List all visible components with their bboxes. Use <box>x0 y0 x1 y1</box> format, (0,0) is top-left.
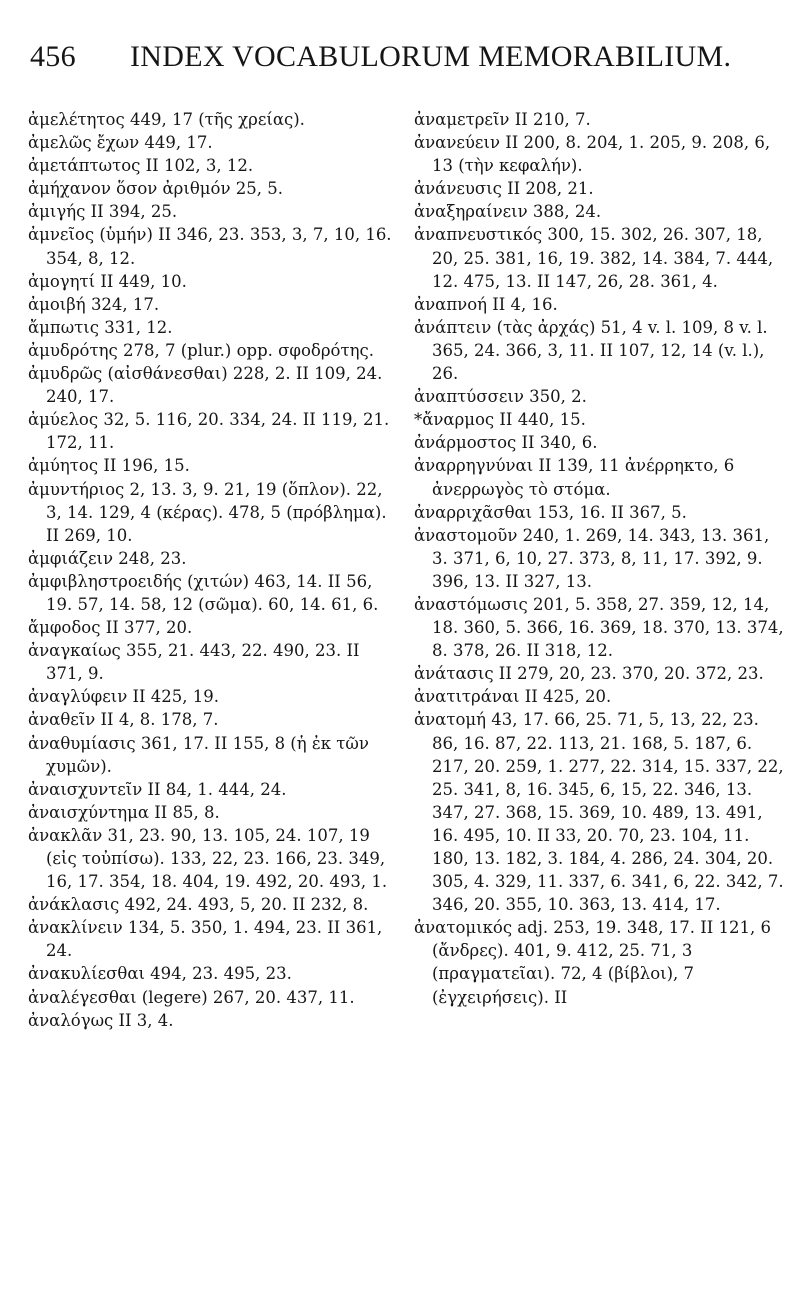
index-entry: ἀναξηραίνειν 388, 24. <box>414 202 602 222</box>
index-entry: ἀναλόγως II 3, 4. <box>28 1010 174 1030</box>
index-entry: ἀμοιβή 324, 17. <box>28 294 160 314</box>
index-entry: ἀνακυλίεσθαι 494, 23. 495, 23. <box>28 964 292 984</box>
index-entry: ἀμφιάζειν 248, 23. <box>28 548 187 568</box>
index-entry: ἀμύητος II 196, 15. <box>28 456 190 476</box>
index-entry: ἀναπνευστικός 300, 15. 302, 26. 307, 18, 20, 25. 381, 16, 19. 382, 14. 384, 7. 444, 12. 475, 13. II 147, 26, 28. 361, 4. <box>414 225 774 291</box>
index-entry: ἀναισχύντημα II 85, 8. <box>28 802 220 822</box>
index-entry: ἀναπτύσσειν 350, 2. <box>414 387 587 407</box>
index-entry: ἀναθεῖν II 4, 8. 178, 7. <box>28 710 219 730</box>
index-entry: ἀναπνοή II 4, 16. <box>414 294 558 314</box>
index-entry: ἀνάνευσις II 208, 21. <box>414 179 594 199</box>
left-column <box>28 108 398 1032</box>
index-entry: ἀναλέγεσθαι (legere) 267, 20. 437, 11. <box>28 987 355 1007</box>
index-entry: ἀμετάπτωτος II 102, 3, 12. <box>28 156 254 176</box>
index-entry: ἀναθυμίασις 361, 17. II 155, 8 (ἡ ἐκ τῶν χυμῶν). <box>28 733 369 776</box>
index-entry: ἀνάκλασις 492, 24. 493, 5, 20. II 232, 8. <box>28 895 369 915</box>
index-entry: ἀμήχανον ὅσον ἀριθμόν 25, 5. <box>28 179 283 199</box>
index-entry: ἀναστόμωσις 201, 5. 358, 27. 359, 12, 14, 18. 360, 5. 366, 16. 369, 18. 370, 13. 374, 8. 378, 26. II 318, 12. <box>414 594 784 661</box>
right-column <box>414 108 784 1009</box>
index-entry: ἀνακλίνειν 134, 5. 350, 1. 494, 23. II 361, 24. <box>28 918 383 961</box>
index-entry: ἀναγλύφειν II 425, 19. <box>28 687 220 707</box>
index-entry: ἀμυντήριος 2, 13. 3, 9. 21, 19 (ὅπλον). 22, 3, 14. 129, 4 (κέρας). 478, 5 (πρόβλημα). II 269, 10. <box>28 479 387 545</box>
index-entry: *ἄναρμος II 440, 15. <box>414 410 586 430</box>
index-entry: ἀναστομοῦν 240, 1. 269, 14. 343, 13. 361, 3. 371, 6, 10, 27. 373, 8, 11, 17. 392, 9. 396, 13. II 327, 13. <box>414 525 770 591</box>
index-entry: ἀνατομή 43, 17. 66, 25. 71, 5, 13, 22, 23. 86, 16. 87, 22. 113, 21. 168, 5. 187, 6. 217, 20. 259, 1. 277, 22. 314, 15. 337, 22, 25. 341, 8, 16. 345, 6, 15, 22. 346, 13. 347, 27. 368, 15. 369, 10. 489, 13. 491, 16. 495, 10. II 33, 20. 70, 23. 104, 11. 180, 13. 182, 3. 184, 4. 286, 24. 304, 20. 305, 4. 329, 11. 337, 6. 341, 6, 22. 342, 7. 346, 20. 355, 10. 363, 13. 414, 17. <box>414 710 784 915</box>
index-entry: ἀνάρμοστος II 340, 6. <box>414 433 598 453</box>
running-head: INDEX VOCABULORUM MEMORABILIUM. <box>130 40 732 73</box>
index-entry: ἀμελέτητος 449, 17 (τῆς χρείας). <box>28 110 305 129</box>
index-entry: ἀνανεύειν II 200, 8. 204, 1. 205, 9. 208, 6, 13 (τὴν κεφαλήν). <box>414 133 771 176</box>
index-entry: ἀμογητί II 449, 10. <box>28 271 187 291</box>
index-entry: ἀνακλᾶν 31, 23. 90, 13. 105, 24. 107, 19 (εἰς τοὐπίσω). 133, 22, 23. 166, 23. 349, 16, 17. 354, 18. 404, 19. 492, 20. 493, 1. <box>28 825 388 892</box>
index-entry: ἀνατομικός adj. 253, 19. 348, 17. II 121, 6 (ἄνδρες). 401, 9. 412, 25. 71, 3 (πραγματεῖαι). 72, 4 (βίβλοι), 7 (ἐγχειρήσεις). II <box>414 918 772 1007</box>
index-entry: ἀναμετρεῖν II 210, 7. <box>414 110 591 129</box>
index-entry: ἄμπωτις 331, 12. <box>28 317 173 337</box>
index-entry: ἀμυδρότης 278, 7 (plur.) opp. σφοδρότης. <box>28 340 374 360</box>
index-entry: ἀναγκαίως 355, 21. 443, 22. 490, 23. II 371, 9. <box>28 641 360 684</box>
index-entry: ἀναρρηγνύναι II 139, 11 ἀνέρρηκτο, 6 ἀνερρωγὸς τὸ στόμα. <box>414 456 735 499</box>
page-header <box>30 40 770 74</box>
index-entry: ἀνάτασις II 279, 20, 23. 370, 20. 372, 23. <box>414 664 764 684</box>
index-entry: ἀνάπτειν (τὰς ἀρχάς) 51, 4 v. l. 109, 8 v. l. 365, 24. 366, 3, 11. II 107, 12, 14 (v. l.), 26. <box>414 317 768 384</box>
index-entry: ἀναρριχᾶσθαι 153, 16. II 367, 5. <box>414 502 687 522</box>
page-number: 456 <box>30 40 76 73</box>
index-entry: ἀμνεῖος (ὑμήν) II 346, 23. 353, 3, 7, 10, 16. 354, 8, 12. <box>28 225 392 268</box>
index-entry: ἀμφιβληστροειδής (χιτών) 463, 14. II 56, 19. 57, 14. 58, 12 (σῶμα). 60, 14. 61, 6. <box>28 571 379 614</box>
index-entry: ἄμφοδος II 377, 20. <box>28 618 193 638</box>
index-entry: ἀμελῶς ἔχων 449, 17. <box>28 133 213 153</box>
index-entry: ἀναισχυντεῖν II 84, 1. 444, 24. <box>28 779 287 799</box>
index-entry: ἀμυδρῶς (αἰσθάνεσθαι) 228, 2. II 109, 24. 240, 17. <box>28 364 383 407</box>
index-entry: ἀνατιτράναι II 425, 20. <box>414 687 612 707</box>
index-entry: ἀμύελος 32, 5. 116, 20. 334, 24. II 119, 21. 172, 11. <box>28 410 390 453</box>
index-entry: ἀμιγής II 394, 25. <box>28 202 178 222</box>
